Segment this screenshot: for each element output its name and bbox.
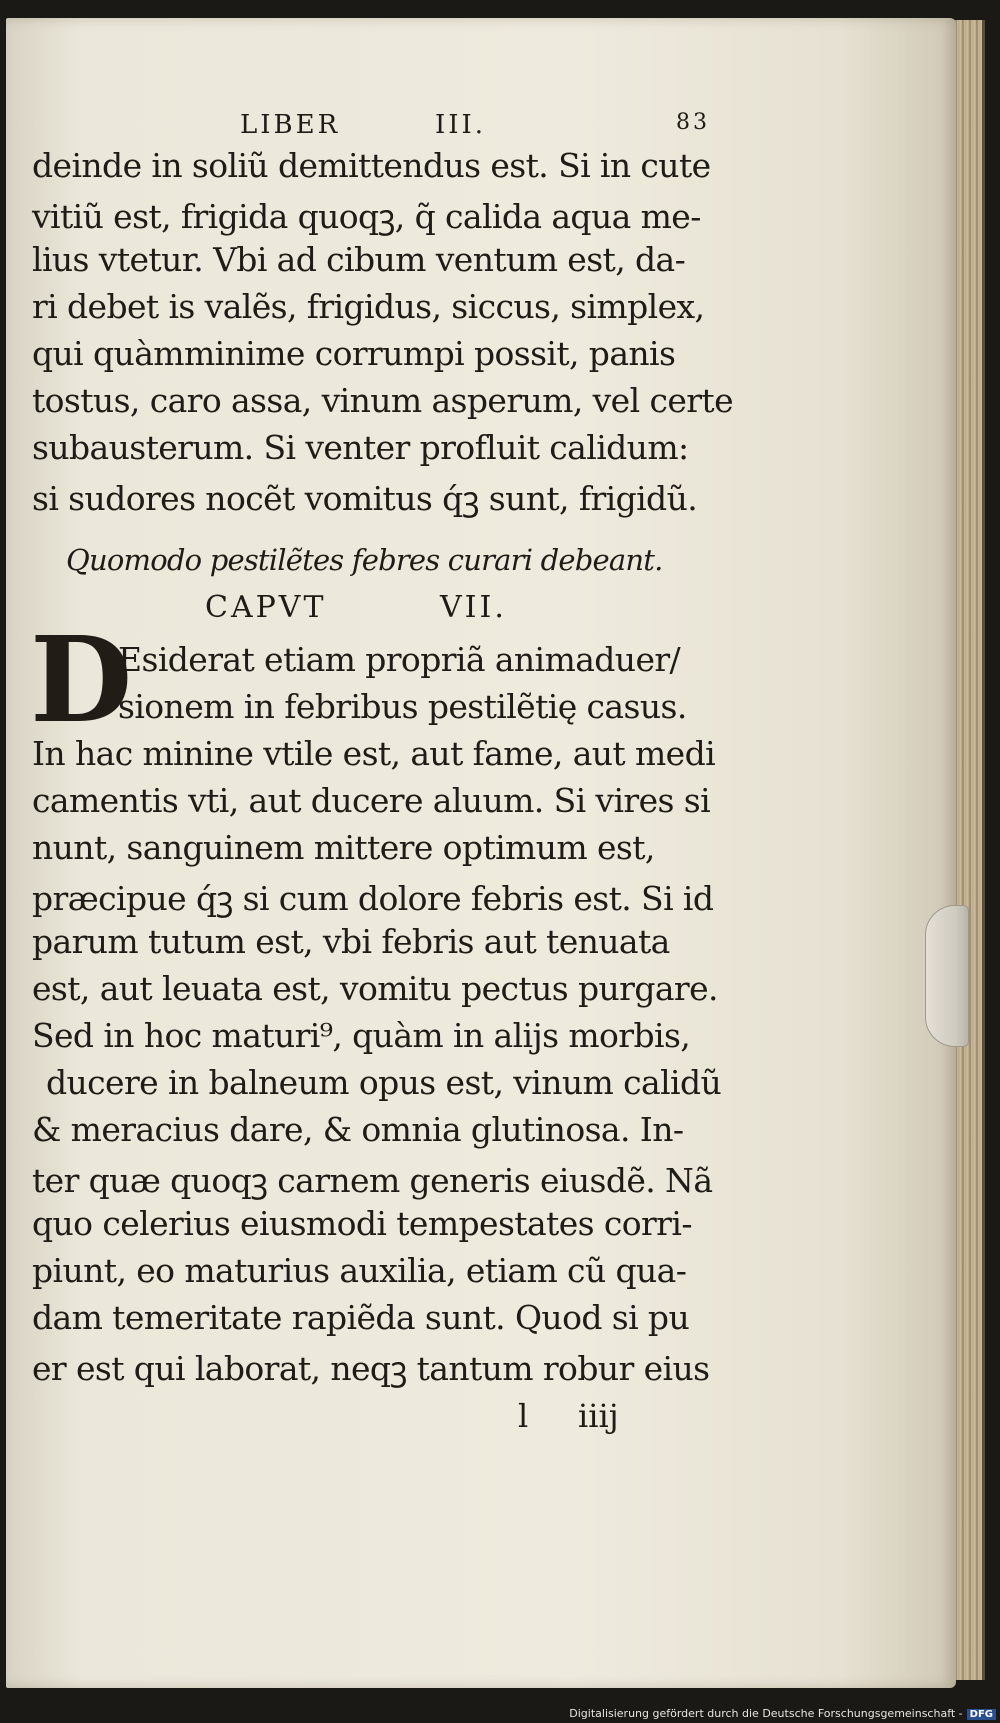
chapter-label (205, 590, 505, 625)
text-line: parum tutum est, vbi febris aut tenuata (32, 922, 670, 961)
folio-number: 83 (676, 110, 710, 135)
signature-mark (518, 1397, 638, 1435)
running-head (240, 110, 710, 150)
chapter-heading: Quomodo pestilẽtes febres curari debeant. (66, 543, 663, 577)
text-line: lius vtetur. Vbi ad cibum ventum est, da- (32, 240, 686, 279)
text-line: vitiũ est, frigida quoqꝫ, q̃ calida aqua me- (32, 197, 701, 236)
text-line: er est qui laborat, neqꝫ tantum robur eius (32, 1349, 710, 1388)
text-line: ter quæ quoqꝫ carnem generis eiusdẽ. Nã (32, 1161, 713, 1200)
text-line: dam temeritate rapiẽda sunt. Quod si pu (32, 1298, 690, 1337)
text-line: In hac minine vtile est, aut fame, aut medi (32, 734, 716, 773)
digitization-credit (569, 1707, 996, 1720)
signature-letter: l (518, 1397, 529, 1435)
text-line: præcipue q́ꝫ si cum dolore febris est. Si id (32, 879, 714, 918)
decorated-initial: D (30, 610, 133, 749)
dfg-logo: DFG (967, 1709, 996, 1720)
text-line: est, aut leuata est, vomitu pectus purgare. (32, 969, 718, 1008)
text-line: ducere in balneum opus est, vinum calidũ (46, 1063, 722, 1102)
text-line: subausterum. Si venter profluit calidum: (32, 428, 689, 467)
text-line: camentis vti, aut ducere aluum. Si vires si (32, 781, 711, 820)
text-line: sionem in febribus pestilẽtię casus. (118, 687, 687, 726)
text-line: ri debet is valẽs, frigidus, siccus, simplex, (32, 287, 705, 326)
running-head-book-number: III. (435, 110, 487, 140)
text-line: nunt, sanguinem mittere optimum est, (32, 828, 655, 867)
text-line: deinde in soliũ demittendus est. Si in cute (32, 146, 711, 185)
credit-text: Digitalisierung gefördert durch die Deutsche Forschungsgemeinschaft - (569, 1707, 963, 1720)
text-line: Sed in hoc maturi⁹, quàm in alijs morbis, (32, 1016, 691, 1055)
text-line: si sudores nocẽt vomitus q́ꝫ sunt, frigidũ. (32, 479, 698, 518)
text-line: tostus, caro assa, vinum asperum, vel certe (32, 381, 734, 420)
chapter-label-caput: CAPVT (205, 590, 327, 625)
text-line: qui quàmminime corrumpi possit, panis (32, 334, 676, 373)
text-line: & meracius dare, & omnia glutinosa. In- (32, 1110, 684, 1149)
text-line: piunt, eo maturius auxilia, etiam cũ qua- (32, 1251, 687, 1290)
page-clip-tab (925, 905, 969, 1047)
text-line: quo celerius eiusmodi tempestates corri- (32, 1204, 692, 1243)
chapter-label-number: VII. (440, 590, 507, 625)
signature-number: iiij (578, 1397, 619, 1435)
text-line: Esiderat etiam propriã animaduer/ (118, 640, 681, 679)
running-head-liber: LIBER (240, 110, 341, 140)
